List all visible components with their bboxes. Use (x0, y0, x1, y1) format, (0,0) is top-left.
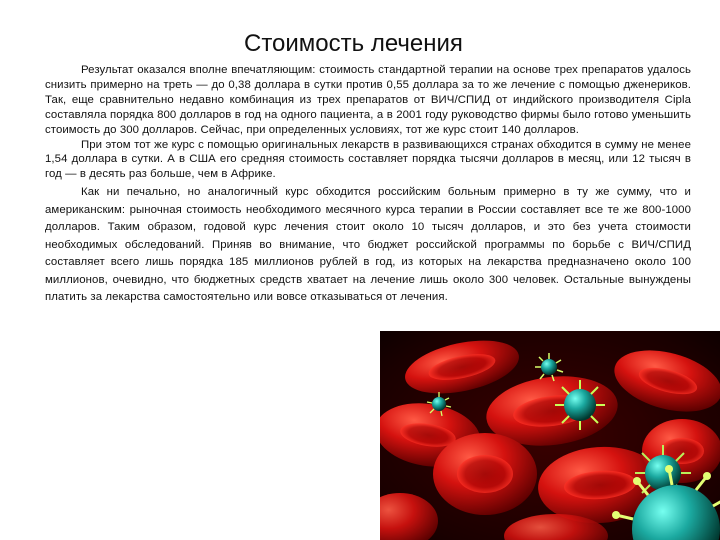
slide-title: Стоимость лечения (244, 30, 463, 57)
paragraph-original-drugs-cost: При этом тот же курс с помощью оригинальных лекарств в развивающихся странах обходится в сумму не менее 1,54 доллара в сутки. А в США его средняя стоимость составляет порядка тысячи долларов в месяц, или 12 тысяч в год — в десять раз больше, чем в Африке. (45, 138, 691, 181)
paragraph-cost-reduction: Результат оказался вполне впечатляющим: стоимость стандартной терапии на основе трех препаратов удалось снизить примерно на треть — до 0,38 доллара в сутки против 0,55 доллара за то же лечение с помощью дженериков. Так, еще сравнительно недавно комбинация из трех препаратов от ВИЧ/СПИД от индийского производителя Cipla составляла порядка 800 долларов в год на одного пациента, а в 2001 году руководство фирмы было готово уменьшить стоимость до 300 долларов. Сейчас, при определенных условиях, тот же курс стоит 140 долларов. (45, 64, 691, 136)
blood-cells-virus-illustration (380, 331, 720, 540)
virus-particle (555, 380, 605, 430)
slide-body-text (45, 63, 691, 307)
red-blood-cell-center (457, 455, 513, 493)
blood-cells-virus-image (380, 331, 720, 540)
paragraph-russia-cost: Как ни печально, но аналогичный курс обходится российским больным примерно в ту же сумму, что и американским: рыночная стоимость необходимого месячного курса терапии в России составляет все те же 800-1000 долларов. Таким образом, годовой курс лечения стоит около 10 тысяч долларов, и это без учета стоимости необходимых обследований. Приняв во внимание, что бюджет российской программы по борьбе с ВИЧ/СПИД составляет всего лишь порядка 185 миллионов рублей в год, из которых на лекарства предназначено около 100 миллионов, очевидно, что бюджетных средств хватает на лечение лишь около 300 человек. Остальные вынуждены платить за лекарства самостоятельно или вовсе отказываться от лечения. (45, 186, 691, 304)
